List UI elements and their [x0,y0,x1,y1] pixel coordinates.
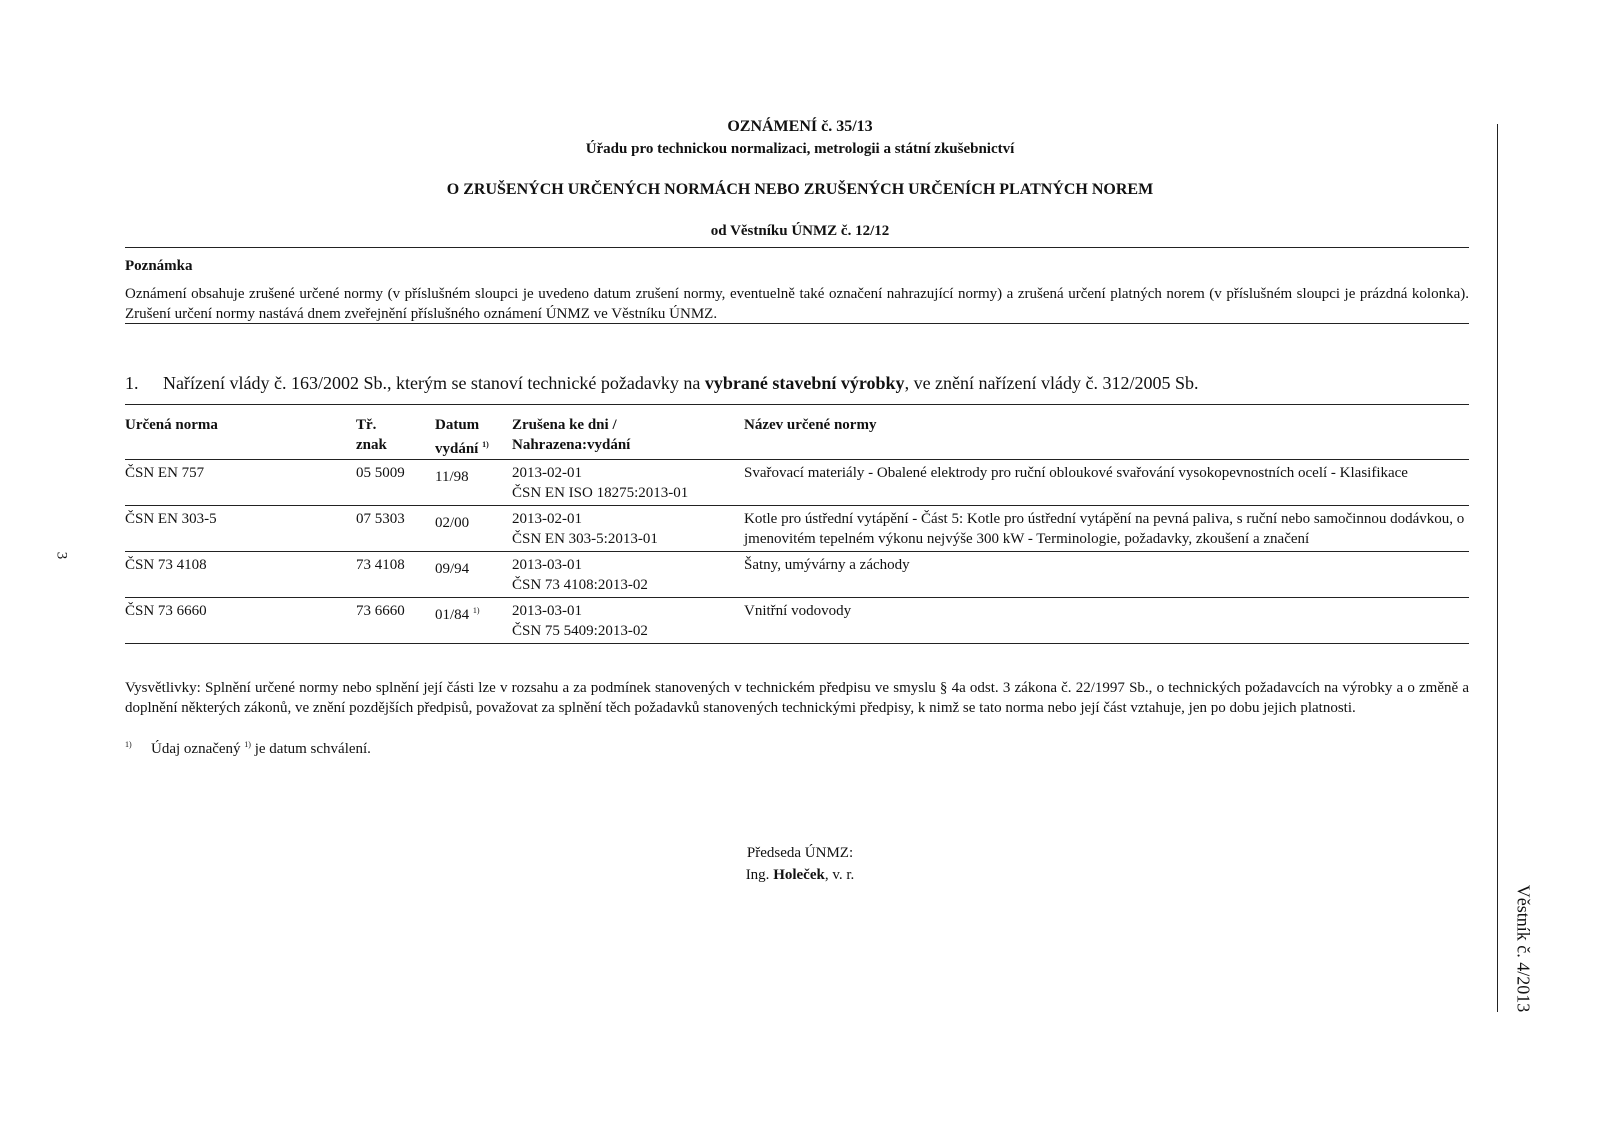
table-row [125,506,1469,552]
header-cancelled-line1: Zrušena ke dni / [512,417,617,433]
cell-class: 73 6660 [356,603,405,619]
section-text-before: Nařízení vlády č. 163/2002 Sb., kterým se stanoví technické požadavky na [163,373,705,393]
cell-class: 05 5009 [356,465,405,481]
cell-cancelled-date: 2013-03-01 [512,557,582,573]
cell-norm: ČSN EN 303-5 [125,511,217,527]
office-name: Úřadu pro technickou normalizaci, metrologii a státní zkušebnictví [585,141,1015,157]
cell-cancelled [512,598,744,644]
signer-prefix: Ing. [745,867,774,883]
norms-table [125,412,1469,644]
cell-date-footnote: 1) [472,606,480,615]
cell-norm: ČSN EN 757 [125,465,205,481]
cell-replacement: ČSN 73 4108:2013-02 [512,577,648,593]
cell-replacement: ČSN 75 5409:2013-02 [512,623,648,639]
signer-suffix: , v. r. [824,867,855,883]
header-cancelled-line2: Nahrazena:vydání [512,437,631,453]
journal-issue-label: Věstník č. 4/2013 [1513,884,1534,1013]
header-date-line1: Datum [435,417,480,433]
cell-cancelled-date: 2013-03-01 [512,603,582,619]
cell-cancelled [512,506,744,552]
footnote [125,740,371,758]
cell-date-value: 11/98 [435,469,469,485]
cell-cancelled [512,460,744,506]
cell-cancelled-date: 2013-02-01 [512,511,582,527]
cell-cancelled [512,552,744,598]
cell-date [435,460,512,506]
notice-subject: O ZRUŠENÝCH URČENÝCH NORMÁCH NEBO ZRUŠENÝCH URČENÍCH PLATNÝCH NOREM [446,181,1154,198]
table-row [125,460,1469,506]
signature-block [0,842,1600,886]
cell-class: 73 4108 [356,557,405,573]
bulletin-reference: od Věstníku ÚNMZ č. 12/12 [710,223,890,239]
margin-rule [1497,124,1498,1012]
header-class [356,412,435,460]
header-class-line2: znak [356,437,387,453]
page-number: 3 [53,551,70,560]
cell-class: 07 5303 [356,511,405,527]
footnote-marker: 1) [125,740,132,749]
explanation-text: Vysvětlivky: Splnění určené normy nebo splnění její části lze v rozsahu a za podmínek stanovených v technickém předpisu ve smyslu § 4a odst. 3 zákona č. 22/1997 Sb., o technických požadavcích na výrobky a o změně a doplnění některých zákonů, ve znění pozdějších předpisů, považovat za splnění těch požadavků stanovených technickými předpisy, k nimž se tato norma nebo její část vztahuje, jen po dobu jejich platnosti. [125,680,1469,716]
cell-date [435,598,512,644]
header-norm: Určená norma [125,417,218,433]
cell-date-value: 09/94 [435,561,470,577]
note-text: Oznámení obsahuje zrušené určené normy (v příslušném sloupci je uvedeno datum zrušení normy, eventuelně také označení nahrazující normy) a zrušená určení platných norem (v příslušném sloupci je prázdná kolonka). Zrušení určení normy nastává dnem zveřejnění příslušného oznámení ÚNMZ ve Věstníku ÚNMZ. [125,286,1469,322]
section-text-after: , ve znění nařízení vlády č. 312/2005 Sb. [904,373,1199,393]
header-date-line2: vydání [435,441,479,457]
table-row [125,552,1469,598]
footnote-text-before: Údaj označený [151,741,245,757]
section-number: 1. [125,373,139,393]
signer-role: Předseda ÚNMZ: [746,845,854,861]
cell-date-value: 01/84 [435,607,470,623]
footnote-text-after: je datum schválení. [250,741,371,757]
cell-date [435,552,512,598]
cell-title: Vnitřní vodovody [744,603,852,619]
table-top-rule [125,404,1469,405]
signer-name: Holeček [773,867,825,883]
header-date-footnote: 1) [482,440,489,449]
divider-note [125,323,1469,324]
table-header-row [125,412,1469,460]
cell-date-value: 02/00 [435,515,470,531]
cell-title: Šatny, umývárny a záchody [744,557,910,573]
section-heading [125,373,1199,394]
notice-title: OZNÁMENÍ č. 35/13 [727,118,873,135]
journal-issue [1508,876,1534,1016]
note-title: Poznámka [125,258,193,274]
header-title: Název určené normy [744,417,877,433]
cell-date [435,506,512,552]
signer-name-line [0,864,1600,886]
cell-replacement: ČSN EN 303-5:2013-01 [512,531,658,547]
cell-norm: ČSN 73 4108 [125,557,207,573]
cell-title: Svařovací materiály - Obalené elektrody pro ruční obloukové svařování vysokopevnostních ocelí - Klasifikace [744,465,1408,481]
header-date [435,412,512,460]
header-cancelled [512,412,744,460]
cell-cancelled-date: 2013-02-01 [512,465,582,481]
header-class-line1: Tř. [356,417,377,433]
cell-replacement: ČSN EN ISO 18275:2013-01 [512,485,689,501]
table-row [125,598,1469,644]
footnote-sup: 1) [244,740,251,749]
cell-norm: ČSN 73 6660 [125,603,207,619]
cell-title: Kotle pro ústřední vytápění - Část 5: Kotle pro ústřední vytápění na pevná paliva, s ruční nebo samočinnou dodávkou, o jmenovitém tepelném výkonu nejvýše 300 kW - Terminologie, požadavky, zkoušení a značení [744,511,1465,547]
section-text-bold: vybrané stavební výrobky [704,373,905,393]
divider-top [125,247,1469,248]
